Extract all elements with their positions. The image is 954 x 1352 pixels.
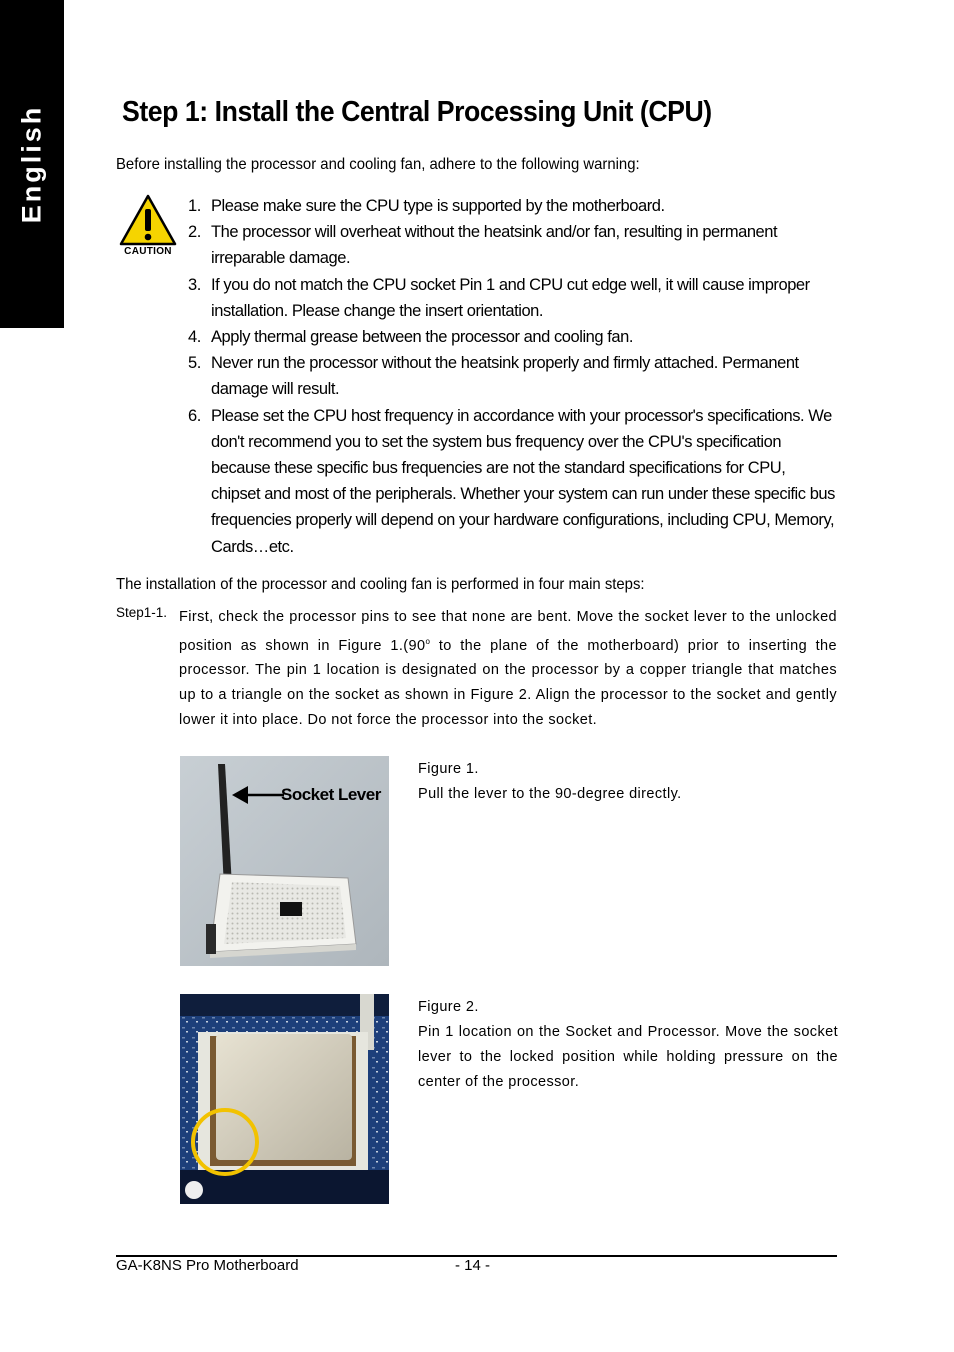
warning-text: The processor will overheat without the heatsink and/or fan, resulting in permanent irreparable damage. [211, 223, 778, 268]
warning-item [188, 403, 838, 560]
figure2-photo [180, 994, 389, 1204]
step-text-part1: First, check the processor pins to see that none are bent. Move the socket lever to the unlocked position as shown in Figure 1.(90 [179, 609, 837, 654]
warning-text: Apply thermal grease between the processor and cooling fan. [211, 328, 633, 347]
language-side-tab [0, 0, 64, 328]
warning-number: 3. [188, 275, 201, 294]
warning-number: 6. [188, 406, 201, 425]
steps-intro: The installation of the processor and cooling fan is performed in four main steps: [116, 576, 645, 593]
figure1-text: Pull the lever to the 90-degree directly. [418, 786, 682, 802]
warning-number: 1. [188, 197, 201, 215]
warning-item [188, 219, 838, 271]
callout-arrow-icon [230, 784, 284, 806]
figure1-photo [180, 756, 389, 966]
step-text-part2: to the plane of the motherboard) prior to inserting the processor. The pin 1 location is designated on the processor by a copper triangle that matches up to a triangle on the socket as shown in Figure 2. Align the processor to the socket and gently lower it into place. Do not force the processor into the socket. [179, 637, 837, 729]
warning-item [188, 324, 838, 350]
figure1-title: Figure 1. [418, 761, 479, 777]
warning-number: 5. [188, 354, 201, 373]
figure2-title: Figure 2. [418, 999, 479, 1015]
language-tab-label: English [16, 104, 47, 224]
socket-lever-callout: Socket Lever [281, 785, 381, 804]
warning-item [188, 193, 838, 219]
figure1-caption [418, 757, 838, 807]
step-label: Step1-1. [116, 605, 168, 620]
warning-number: 2. [188, 223, 201, 242]
warning-list [188, 193, 838, 560]
caution-sign [118, 192, 178, 262]
page-title: Step 1: Install the Central Processing Unit (CPU) [122, 96, 712, 128]
warning-text: Never run the processor without the heatsink properly and firmly attached. Permanent damage will result. [211, 354, 799, 399]
warning-text: If you do not match the CPU socket Pin 1 and CPU cut edge well, it will cause improper installation. Please change the insert orientation. [211, 275, 810, 320]
warning-intro: Before installing the processor and cooling fan, adhere to the following warning: [116, 156, 640, 173]
figure2-text: Pin 1 location on the Socket and Processor. Move the socket lever to the locked position while holding pressure on the center of the processor. [418, 1024, 838, 1090]
footer-page-number: - 14 - [455, 1257, 491, 1274]
figure2-caption [418, 995, 838, 1095]
warning-item [188, 272, 838, 324]
footer-product-name: GA-K8NS Pro Motherboard [116, 1257, 299, 1274]
degree-symbol: o [425, 636, 431, 646]
step-description [179, 605, 837, 733]
warning-item [188, 350, 838, 402]
cpu-in-socket-image [180, 994, 389, 1204]
warning-number: 4. [188, 328, 201, 347]
warning-text: Please set the CPU host frequency in accordance with your processor's specifications. We don't recommend you to set the system bus frequency over the CPU's specification because these specific bus frequencies are not the standard specifications for CPU, chipset and most of the peripherals. Whether your system can run under these specific bus frequencies properly will depend on your hardware configurations, including CPU, Memory, Cards…etc. [211, 406, 835, 556]
caution-label: CAUTION [124, 246, 172, 257]
caution-triangle-icon [118, 192, 178, 248]
warning-text: Please make sure the CPU type is supported by the motherboard. [211, 197, 665, 215]
